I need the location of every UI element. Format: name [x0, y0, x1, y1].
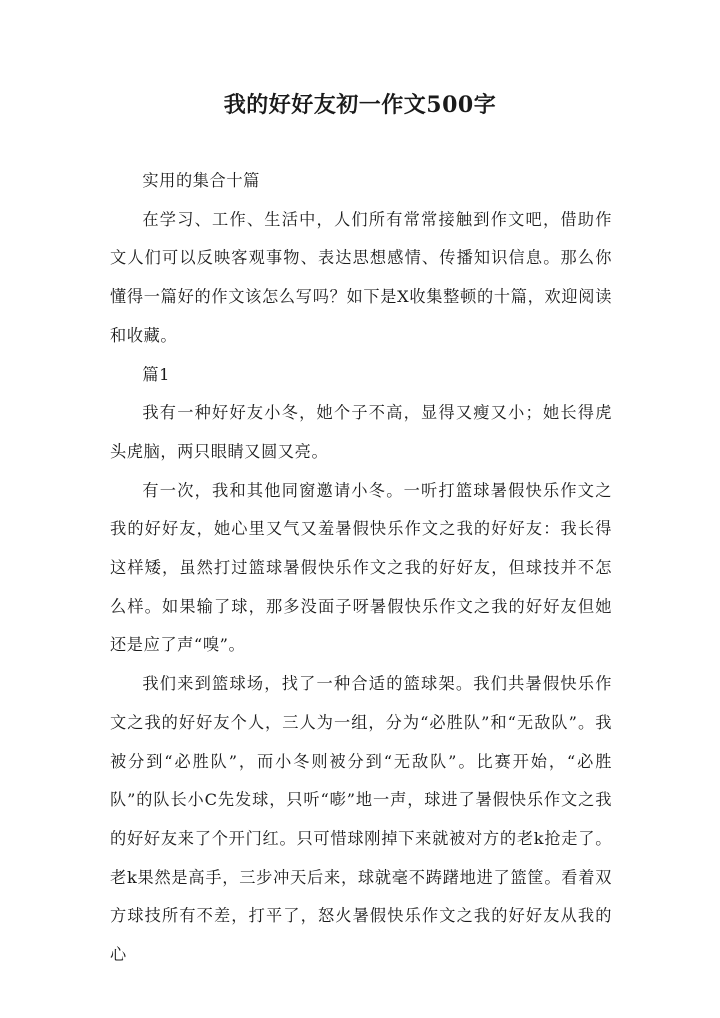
paragraph-subtitle: 实用的集合十篇 — [142, 171, 260, 190]
paragraph-invitation: 有一次，我和其他同窗邀请小冬。一听打篮球暑假快乐作文之我的好好友，她心里又气又羞暑假快乐作文之我的好好友：我长得这样矮，虽然打过篮球暑假快乐作文之我的好好友，但球技并不怎么样。如果输了球，那多没面子呀暑假快乐作文之我的好好友但她还是应了声“嗅”。 — [110, 480, 612, 655]
document-body — [110, 162, 612, 975]
paragraph-intro: 在学习、工作、生活中，人们所有常常接触到作文吧，借助作文人们可以反映客观事物、表达思想感情、传播知识信息。那么你懂得一篇好的作文该怎么写吗？如下是X收集整顿的十篇，欢迎阅读和收藏。 — [110, 209, 612, 345]
document-title: 我的好好友初一作文500字 — [223, 92, 497, 118]
section-heading: 篇1 — [142, 364, 171, 384]
paragraph-game: 我们来到篮球场，找了一种合适的篮球架。我们共暑假快乐作文之我的好好友个人，三人为一组，分为“必胜队”和“无敌队”。我被分到“必胜队”，而小冬则被分到“无敌队”。比赛开始，“必胜队”的队长小C先发球，只听“嘭”地一声，球进了暑假快乐作文之我的好好友来了个开门红。只可惜球刚掉下来就被对方的老k抢走了。老k果然是高手，三步冲天后来，球就毫不踌躇地进了篮筐。看着双方球技所有不差，打平了，怒火暑假快乐作文之我的好好友从我的心 — [110, 674, 612, 965]
paragraph-description: 我有一种好好友小冬，她个子不高，显得又瘦又小；她长得虎头虎脑，两只眼睛又圆又亮。 — [110, 403, 612, 461]
